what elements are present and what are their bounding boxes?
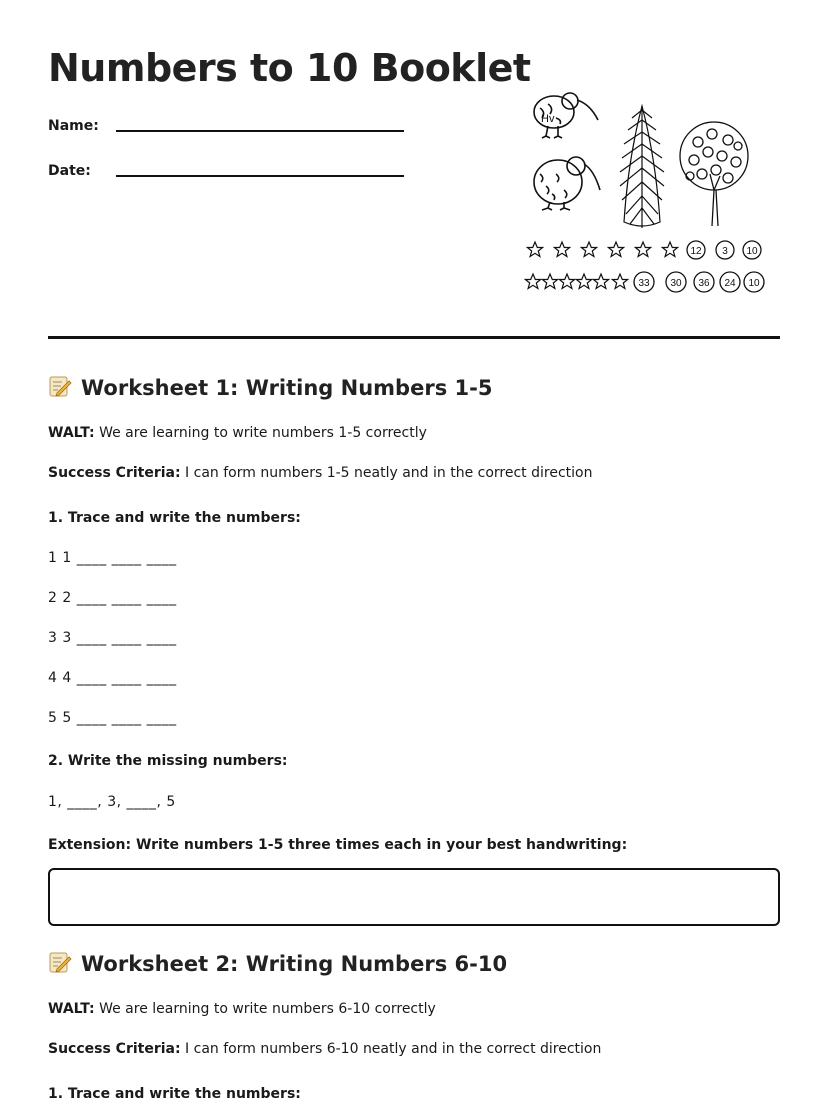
trace-row[interactable]: 1 1 ____ ____ ____ (48, 550, 177, 566)
walt-label: WALT: (48, 1001, 95, 1017)
circle-number: 10 (748, 278, 760, 289)
worksheet1-walt (48, 425, 427, 441)
success-criteria-text: I can form numbers 6-10 neatly and in the correct direction (180, 1041, 602, 1057)
circle-number: 33 (638, 278, 650, 289)
trace-row[interactable]: 5 5 ____ ____ ____ (48, 710, 177, 726)
success-criteria-label: Success Criteria: (48, 465, 181, 481)
page-title: Numbers to 10 Booklet (48, 46, 531, 90)
trace-row[interactable]: 3 3 ____ ____ ____ (48, 630, 177, 646)
date-label: Date: (48, 163, 91, 179)
walt-text: We are learning to write numbers 6-10 correctly (94, 1001, 436, 1017)
circle-number: 36 (698, 278, 710, 289)
success-criteria-label: Success Criteria: (48, 1041, 181, 1057)
circle-number: 3 (722, 246, 728, 257)
question-trace: 1. Trace and write the numbers: (48, 1086, 301, 1102)
date-field (48, 163, 91, 179)
worksheet1-title-text: Worksheet 1: Writing Numbers 1-5 (81, 376, 493, 400)
circle-number: 10 (746, 246, 758, 257)
kiwi-bird-icon (534, 93, 598, 138)
circle-number: 24 (724, 278, 736, 289)
kiwi-bird-icon (534, 157, 600, 210)
trace-row[interactable]: 2 2 ____ ____ ____ (48, 590, 177, 606)
walt-text: We are learning to write numbers 1-5 correctly (94, 425, 427, 441)
kiwi-initials-text: Hv (541, 113, 555, 125)
worksheet1-title (48, 374, 492, 400)
memo-pencil-icon (48, 950, 72, 974)
nz-illustration (524, 90, 814, 300)
success-criteria-text: I can form numbers 1-5 neatly and in the correct direction (180, 465, 593, 481)
question-trace: 1. Trace and write the numbers: (48, 510, 301, 526)
name-write-line[interactable] (116, 130, 404, 132)
tree-icon (680, 122, 748, 226)
name-field (48, 118, 99, 134)
section-divider (48, 336, 780, 339)
extension-prompt: Extension: Write numbers 1-5 three times each in your best handwriting: (48, 837, 628, 853)
name-label: Name: (48, 118, 99, 134)
date-write-line[interactable] (116, 175, 404, 177)
trace-row[interactable]: 4 4 ____ ____ ____ (48, 670, 177, 686)
circle-number: 12 (690, 246, 702, 257)
memo-pencil-icon (48, 374, 72, 398)
extension-answer-box[interactable] (48, 868, 780, 926)
worksheet2-walt (48, 1001, 436, 1017)
worksheet2-title (48, 950, 507, 976)
question-missing-numbers: 2. Write the missing numbers: (48, 753, 288, 769)
worksheet2-success-criteria (48, 1041, 601, 1057)
worksheet1-success-criteria (48, 465, 592, 481)
missing-numbers-row[interactable]: 1, ____, 3, ____, 5 (48, 794, 176, 810)
circle-number: 30 (670, 278, 682, 289)
fern-icon (620, 106, 664, 228)
walt-label: WALT: (48, 425, 95, 441)
star-icon (525, 242, 677, 289)
worksheet2-title-text: Worksheet 2: Writing Numbers 6-10 (81, 952, 508, 976)
